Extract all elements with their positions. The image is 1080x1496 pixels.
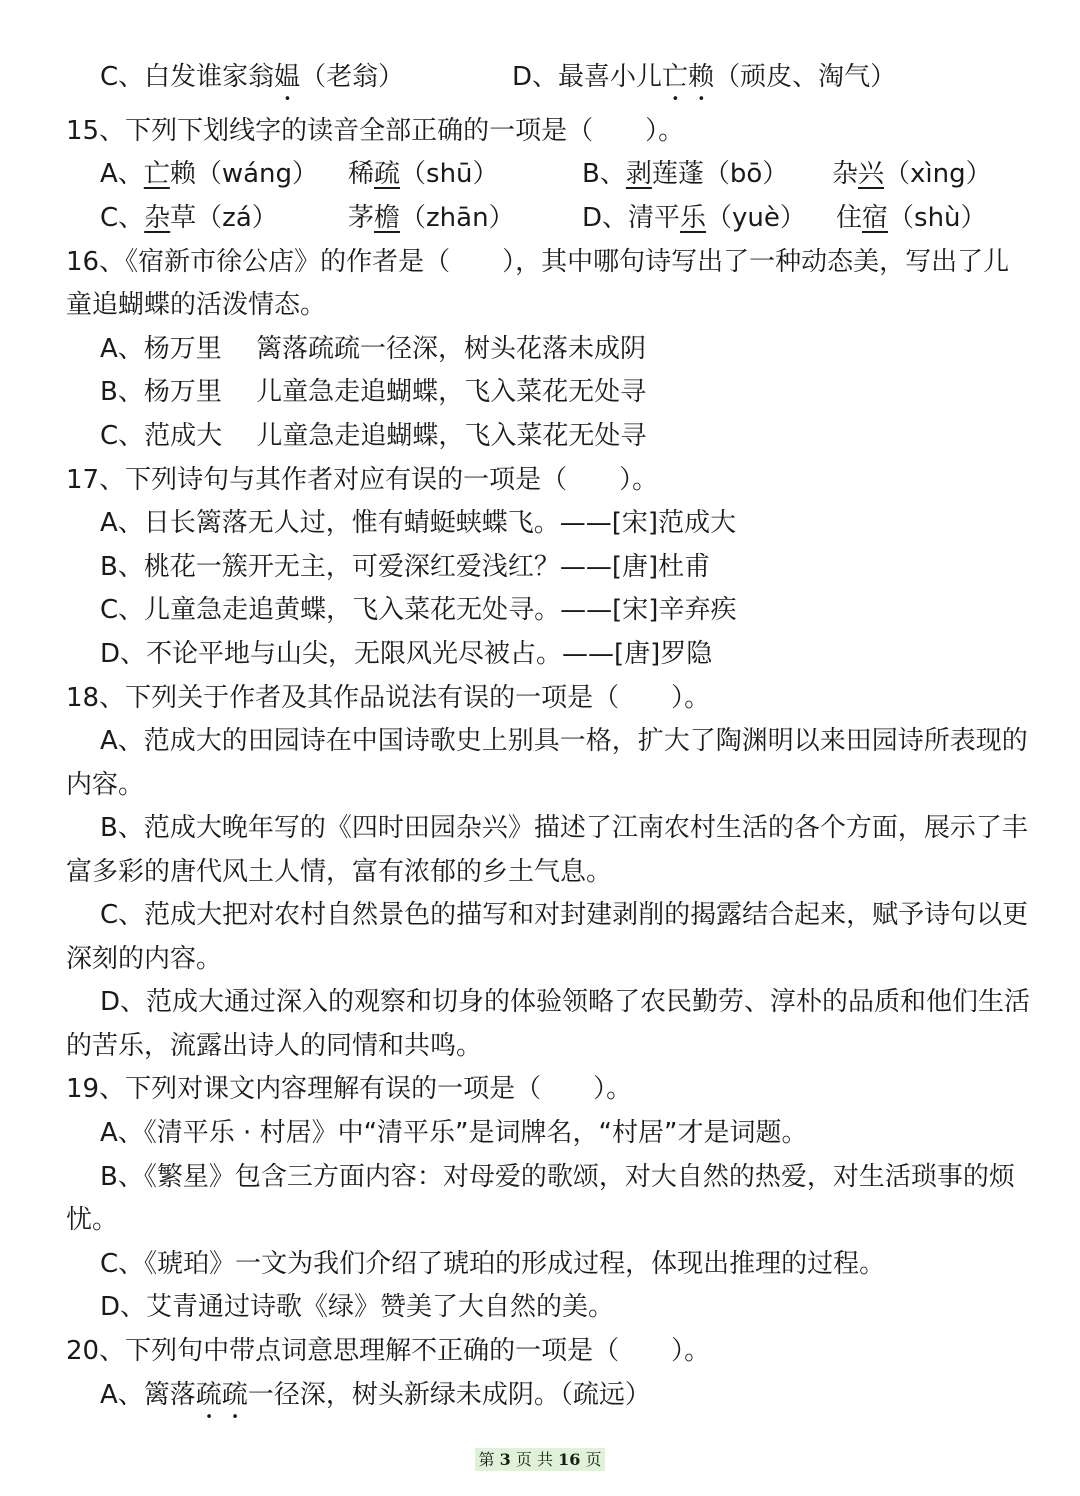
q18-option-c-line-1: C、范成大把对农村自然景色的描写和对封建剥削的揭露结合起来，赋予诗句以更 (100, 900, 1029, 930)
q19-stem: 19、下列对课文内容理解有误的一项是（ ）。 (66, 1074, 633, 1104)
q19-option-d: D、艾青通过诗歌《绿》赞美了大自然的美。 (100, 1292, 615, 1322)
q15-option-b2: 杂兴（xìng） (832, 159, 992, 189)
q16-option-c: C、范成大 儿童急走追蝴蝶，飞入菜花无处寻 (100, 421, 647, 451)
q19-option-a: A、《清平乐 · 村居》中“清平乐”是词牌名，“村居”才是词题。 (100, 1118, 808, 1148)
q18-option-d-line-2: 的苦乐，流露出诗人的同情和共鸣。 (66, 1031, 483, 1061)
q15-option-c2: 茅檐（zhān） (348, 203, 515, 233)
q20-option-a: A、篱落疏疏一径深，树头新绿未成阴。（疏远） (100, 1380, 651, 1410)
q18-option-d-line-1: D、范成大通过深入的观察和切身的体验领略了农民勤劳、淳朴的品质和他们生活 (100, 987, 1031, 1017)
q18-stem: 18、下列关于作者及其作品说法有误的一项是（ ）。 (66, 683, 711, 713)
q19-option-b-line-1: B、《繁星》包含三方面内容：对母爱的歌颂，对大自然的热爱，对生活琐事的烦 (100, 1162, 1015, 1192)
q16-stem-line-1: 16、《宿新市徐公店》的作者是（ ），其中哪句诗写出了一种动态美，写出了儿 (66, 247, 1010, 277)
q16-stem-line-2: 童追蝴蝶的活泼情态。 (66, 290, 327, 320)
q18-option-a-line-1: A、范成大的田园诗在中国诗歌史上别具一格，扩大了陶渊明以来田园诗所表现的 (100, 726, 1028, 756)
q18-option-b-line-1: B、范成大晚年写的《四时田园杂兴》描述了江南农村生活的各个方面，展示了丰 (100, 813, 1028, 843)
q19-option-b-line-2: 忧。 (66, 1205, 119, 1235)
q18-option-c-line-2: 深刻的内容。 (66, 944, 223, 974)
q15-stem: 15、下列下划线字的读音全部正确的一项是（ ）。 (66, 116, 685, 146)
q15-option-a2: 稀疏（shū） (348, 159, 499, 189)
q19-option-c: C、《琥珀》一文为我们介绍了琥珀的形成过程，体现出推理的过程。 (100, 1249, 886, 1279)
q17-option-c: C、儿童急走追黄蝶，飞入菜花无处寻。——[宋]辛弃疾 (100, 595, 737, 625)
page-footer (0, 1448, 1080, 1472)
q18-option-b-line-2: 富多彩的唐代风土人情，富有浓郁的乡土气息。 (66, 857, 613, 887)
q15-option-b1: B、剥莲蓬（bō） (582, 159, 789, 189)
q14-option-d: D、最喜小儿亡赖（顽皮、淘气） (512, 62, 897, 92)
q16-option-a: A、杨万里 篱落疏疏一径深，树头花落未成阴 (100, 334, 647, 364)
q17-stem: 17、下列诗句与其作者对应有误的一项是（ ）。 (66, 465, 659, 495)
q15-option-a1: A、亡赖（wáng） (100, 159, 318, 189)
q17-option-a: A、日长篱落无人过，惟有蜻蜓蛱蝶飞。——[宋]范成大 (100, 508, 737, 538)
q17-option-b: B、桃花一簇开无主，可爱深红爱浅红？——[唐]杜甫 (100, 552, 711, 582)
q15-option-d1: D、清平乐（yuè） (582, 203, 806, 233)
q18-option-a-line-2: 内容。 (66, 770, 145, 800)
current-page-number: 3 (499, 1450, 511, 1469)
q16-option-b: B、杨万里 儿童急走追蝴蝶，飞入菜花无处寻 (100, 377, 647, 407)
q15-option-d2: 住宿（shù） (836, 203, 987, 233)
total-page-count: 16 (558, 1450, 581, 1469)
page-number-indicator: 第 3 页 共 16 页 (475, 1448, 606, 1471)
q15-option-c1: C、杂草（zá） (100, 203, 278, 233)
q17-option-d: D、不论平地与山尖，无限风光尽被占。——[唐]罗隐 (100, 639, 713, 669)
q14-option-c: C、白发谁家翁媪（老翁） (100, 62, 405, 92)
q20-stem: 20、下列句中带点词意思理解不正确的一项是（ ）。 (66, 1336, 711, 1366)
